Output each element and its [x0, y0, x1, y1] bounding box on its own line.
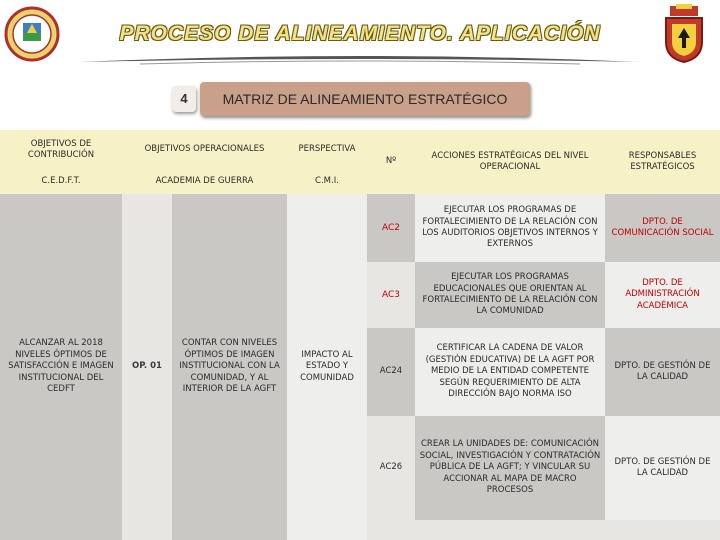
op-code-cell: OP. 01: [122, 194, 172, 540]
subheader-cedft: C.E.D.F.T.: [0, 170, 122, 194]
title-underline-swoosh: [80, 48, 640, 70]
matrix-title: MATRIZ DE ALINEAMIENTO ESTRATÉGICO: [200, 82, 530, 116]
action-description: CERTIFICAR LA CADENA DE VALOR (GESTIÓN EDUCATIVA) DE LA AGFT POR MEDIO DE LA ENTIDAD COMPETENTE SEGÚN REQUERIMIENTO DE ALTA DIRECCIÓN BAJO NORMA ISO: [415, 328, 605, 416]
action-code: AC3: [367, 262, 415, 328]
page-title: PROCESO DE ALINEAMIENTO. APLICACIÓN: [119, 22, 601, 45]
col-header-acciones: ACCIONES ESTRATÉGICAS DEL NIVEL OPERACIONAL: [415, 130, 605, 194]
col-header-responsables: RESPONSABLES ESTRATÉGICOS: [605, 130, 720, 194]
step-number-badge: 4: [172, 86, 196, 112]
action-responsible: DPTO. DE GESTIÓN DE LA CALIDAD: [605, 416, 720, 520]
action-code: AC26: [367, 416, 415, 520]
objetivo-operacional-cell: CONTAR CON NIVELES ÓPTIMOS DE IMAGEN INSTITUCIONAL CON LA COMUNIDAD, Y AL INTERIOR DE LA AGFT: [172, 194, 287, 540]
table-footer-band: [367, 520, 720, 540]
action-description: EJECUTAR LOS PROGRAMAS DE FORTALECIMIENTO DE LA RELACIÓN CON LOS AUDITORIOS OBJETIVOS INTERNOS Y EXTERNOS: [415, 194, 605, 262]
action-responsible: DPTO. DE COMUNICACIÓN SOCIAL: [605, 194, 720, 262]
col-header-objetivos-contribucion: OBJETIVOS DE CONTRIBUCIÓN: [0, 130, 122, 170]
action-description: EJECUTAR LOS PROGRAMAS EDUCACIONALES QUE ORIENTAN AL FORTALECIMIENTO DE LA RELACIÓN CON LA COMUNIDAD: [415, 262, 605, 328]
col-header-numero: Nº: [367, 130, 415, 194]
action-responsible: DPTO. DE ADMINISTRACIÓN ACADÉMICA: [605, 262, 720, 328]
action-responsible: DPTO. DE GESTIÓN DE LA CALIDAD: [605, 328, 720, 416]
col-header-perspectiva: PERSPECTIVA: [287, 130, 367, 170]
action-code: AC2: [367, 194, 415, 262]
objetivo-contribucion-cell: ALCANZAR AL 2018 NIVELES ÓPTIMOS DE SATISFACCIÓN E IMAGEN INSTITUCIONAL DEL CEDFT: [0, 194, 122, 540]
subheader-academia: ACADEMIA DE GUERRA: [122, 170, 287, 194]
perspectiva-cell: IMPACTO AL ESTADO Y COMUNIDAD: [287, 194, 367, 540]
institution-shield-logo: [4, 6, 60, 62]
action-code: AC24: [367, 328, 415, 416]
academy-crest-logo: [656, 4, 712, 64]
subheader-cmi: C.M.I.: [287, 170, 367, 194]
col-header-objetivos-operacionales: OBJETIVOS OPERACIONALES: [122, 130, 287, 170]
action-description: CREAR LA UNIDADES DE: COMUNICACIÓN SOCIAL, INVESTIGACIÓN Y CONTRATACIÓN PÚBLICA DE LA AGFT; Y VINCULAR SU ACCIONAR AL MAPA DE MACRO PROCESOS: [415, 416, 605, 520]
